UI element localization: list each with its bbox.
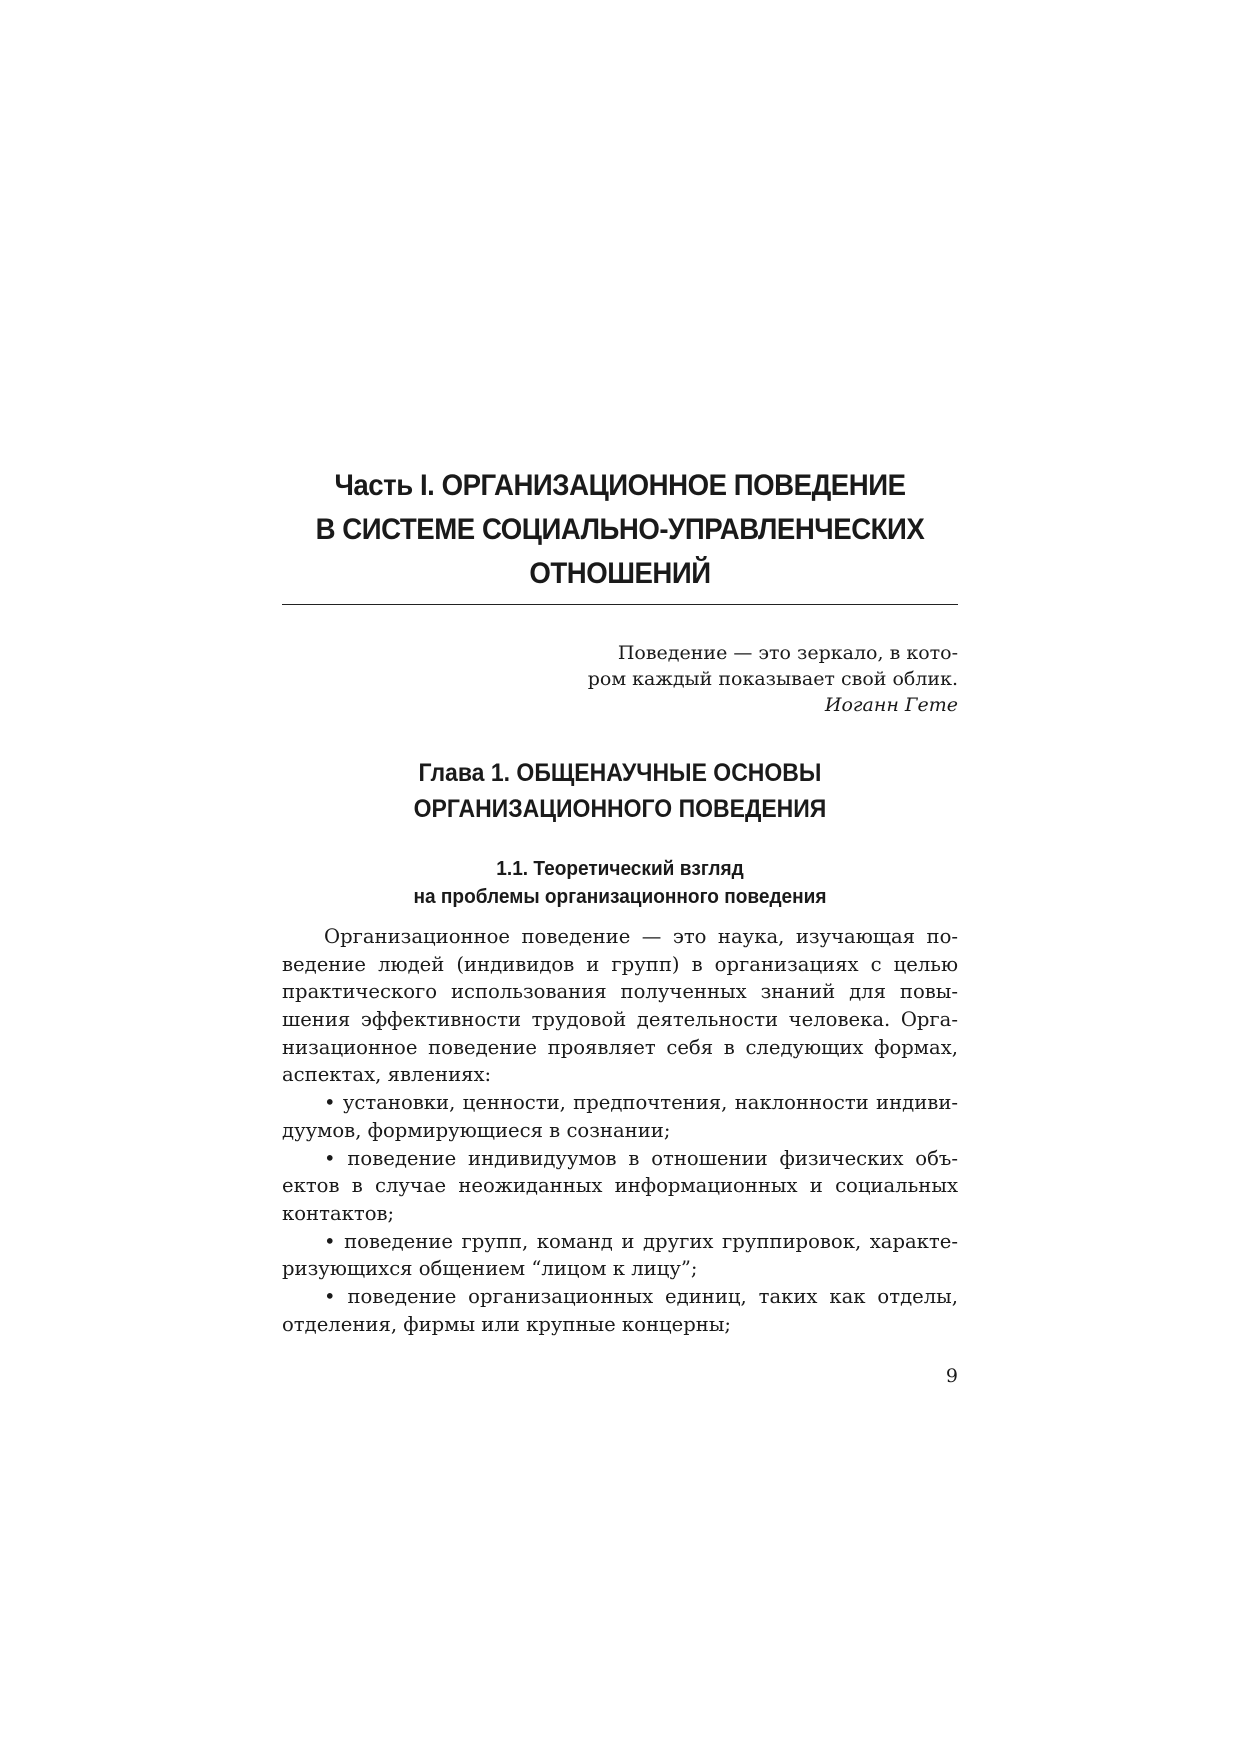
bullet-line: • поведение организационных единиц, таких как отделы,: [324, 1284, 958, 1308]
part-title-line: ОТНОШЕНИЙ: [529, 557, 711, 590]
section-title-line: на проблемы организационного поведения: [413, 885, 827, 908]
body-line: низационное поведение проявляет себя в следующих формах,: [282, 1035, 958, 1059]
body-line: практического использования полученных знаний для повы-: [282, 980, 958, 1004]
body-text: [282, 923, 958, 1338]
section-title-line: 1.1. Теоретический взгляд: [496, 857, 744, 880]
body-line: ризующихся общением “лицом к лицу”;: [282, 1257, 698, 1281]
bullet-line: • поведение индивидуумов в отношении физических объ-: [324, 1146, 958, 1170]
body-line: контактов;: [282, 1201, 395, 1225]
part-title: [309, 464, 931, 596]
body-line: ведение людей (индивидов и групп) в организациях с целью: [282, 952, 958, 976]
bullet-line: • поведение групп, команд и других группировок, характе-: [324, 1229, 958, 1253]
part-title-line: В СИСТЕМЕ СОЦИАЛЬНО-УПРАВЛЕНЧЕСКИХ: [315, 513, 925, 546]
chapter-title-line: Глава 1. ОБЩЕНАУЧНЫЕ ОСНОВЫ: [418, 759, 822, 787]
body-line: ектов в случае неожиданных информационных и социальных: [282, 1174, 958, 1198]
title-divider: [282, 604, 958, 605]
part-title-line: Часть I. ОРГАНИЗАЦИОННОЕ ПОВЕДЕНИЕ: [334, 469, 906, 502]
epigraph-line: ром каждый показывает свой облик.: [587, 668, 958, 690]
page-number: 9: [945, 1365, 958, 1387]
bullet-line: • установки, ценности, предпочтения, наклонности индиви-: [324, 1091, 958, 1115]
chapter-title-line: ОРГАНИЗАЦИОННОГО ПОВЕДЕНИЯ: [413, 795, 827, 823]
section-title: [306, 855, 935, 911]
chapter-title: [309, 755, 931, 827]
epigraph-line: Поведение — это зеркало, в кото-: [617, 642, 958, 664]
body-line: Организационное поведение — это наука, изучающая по-: [324, 925, 958, 948]
body-line: отделения, фирмы или крупные концерны;: [282, 1312, 732, 1336]
body-line: шения эффективности трудовой деятельности человека. Орга-: [282, 1008, 958, 1032]
epigraph: [560, 640, 958, 718]
epigraph-author: Иоганн Гете: [824, 694, 958, 716]
body-line: аспектах, явлениях:: [282, 1063, 492, 1087]
body-line: дуумов, формирующиеся в сознании;: [282, 1118, 671, 1142]
